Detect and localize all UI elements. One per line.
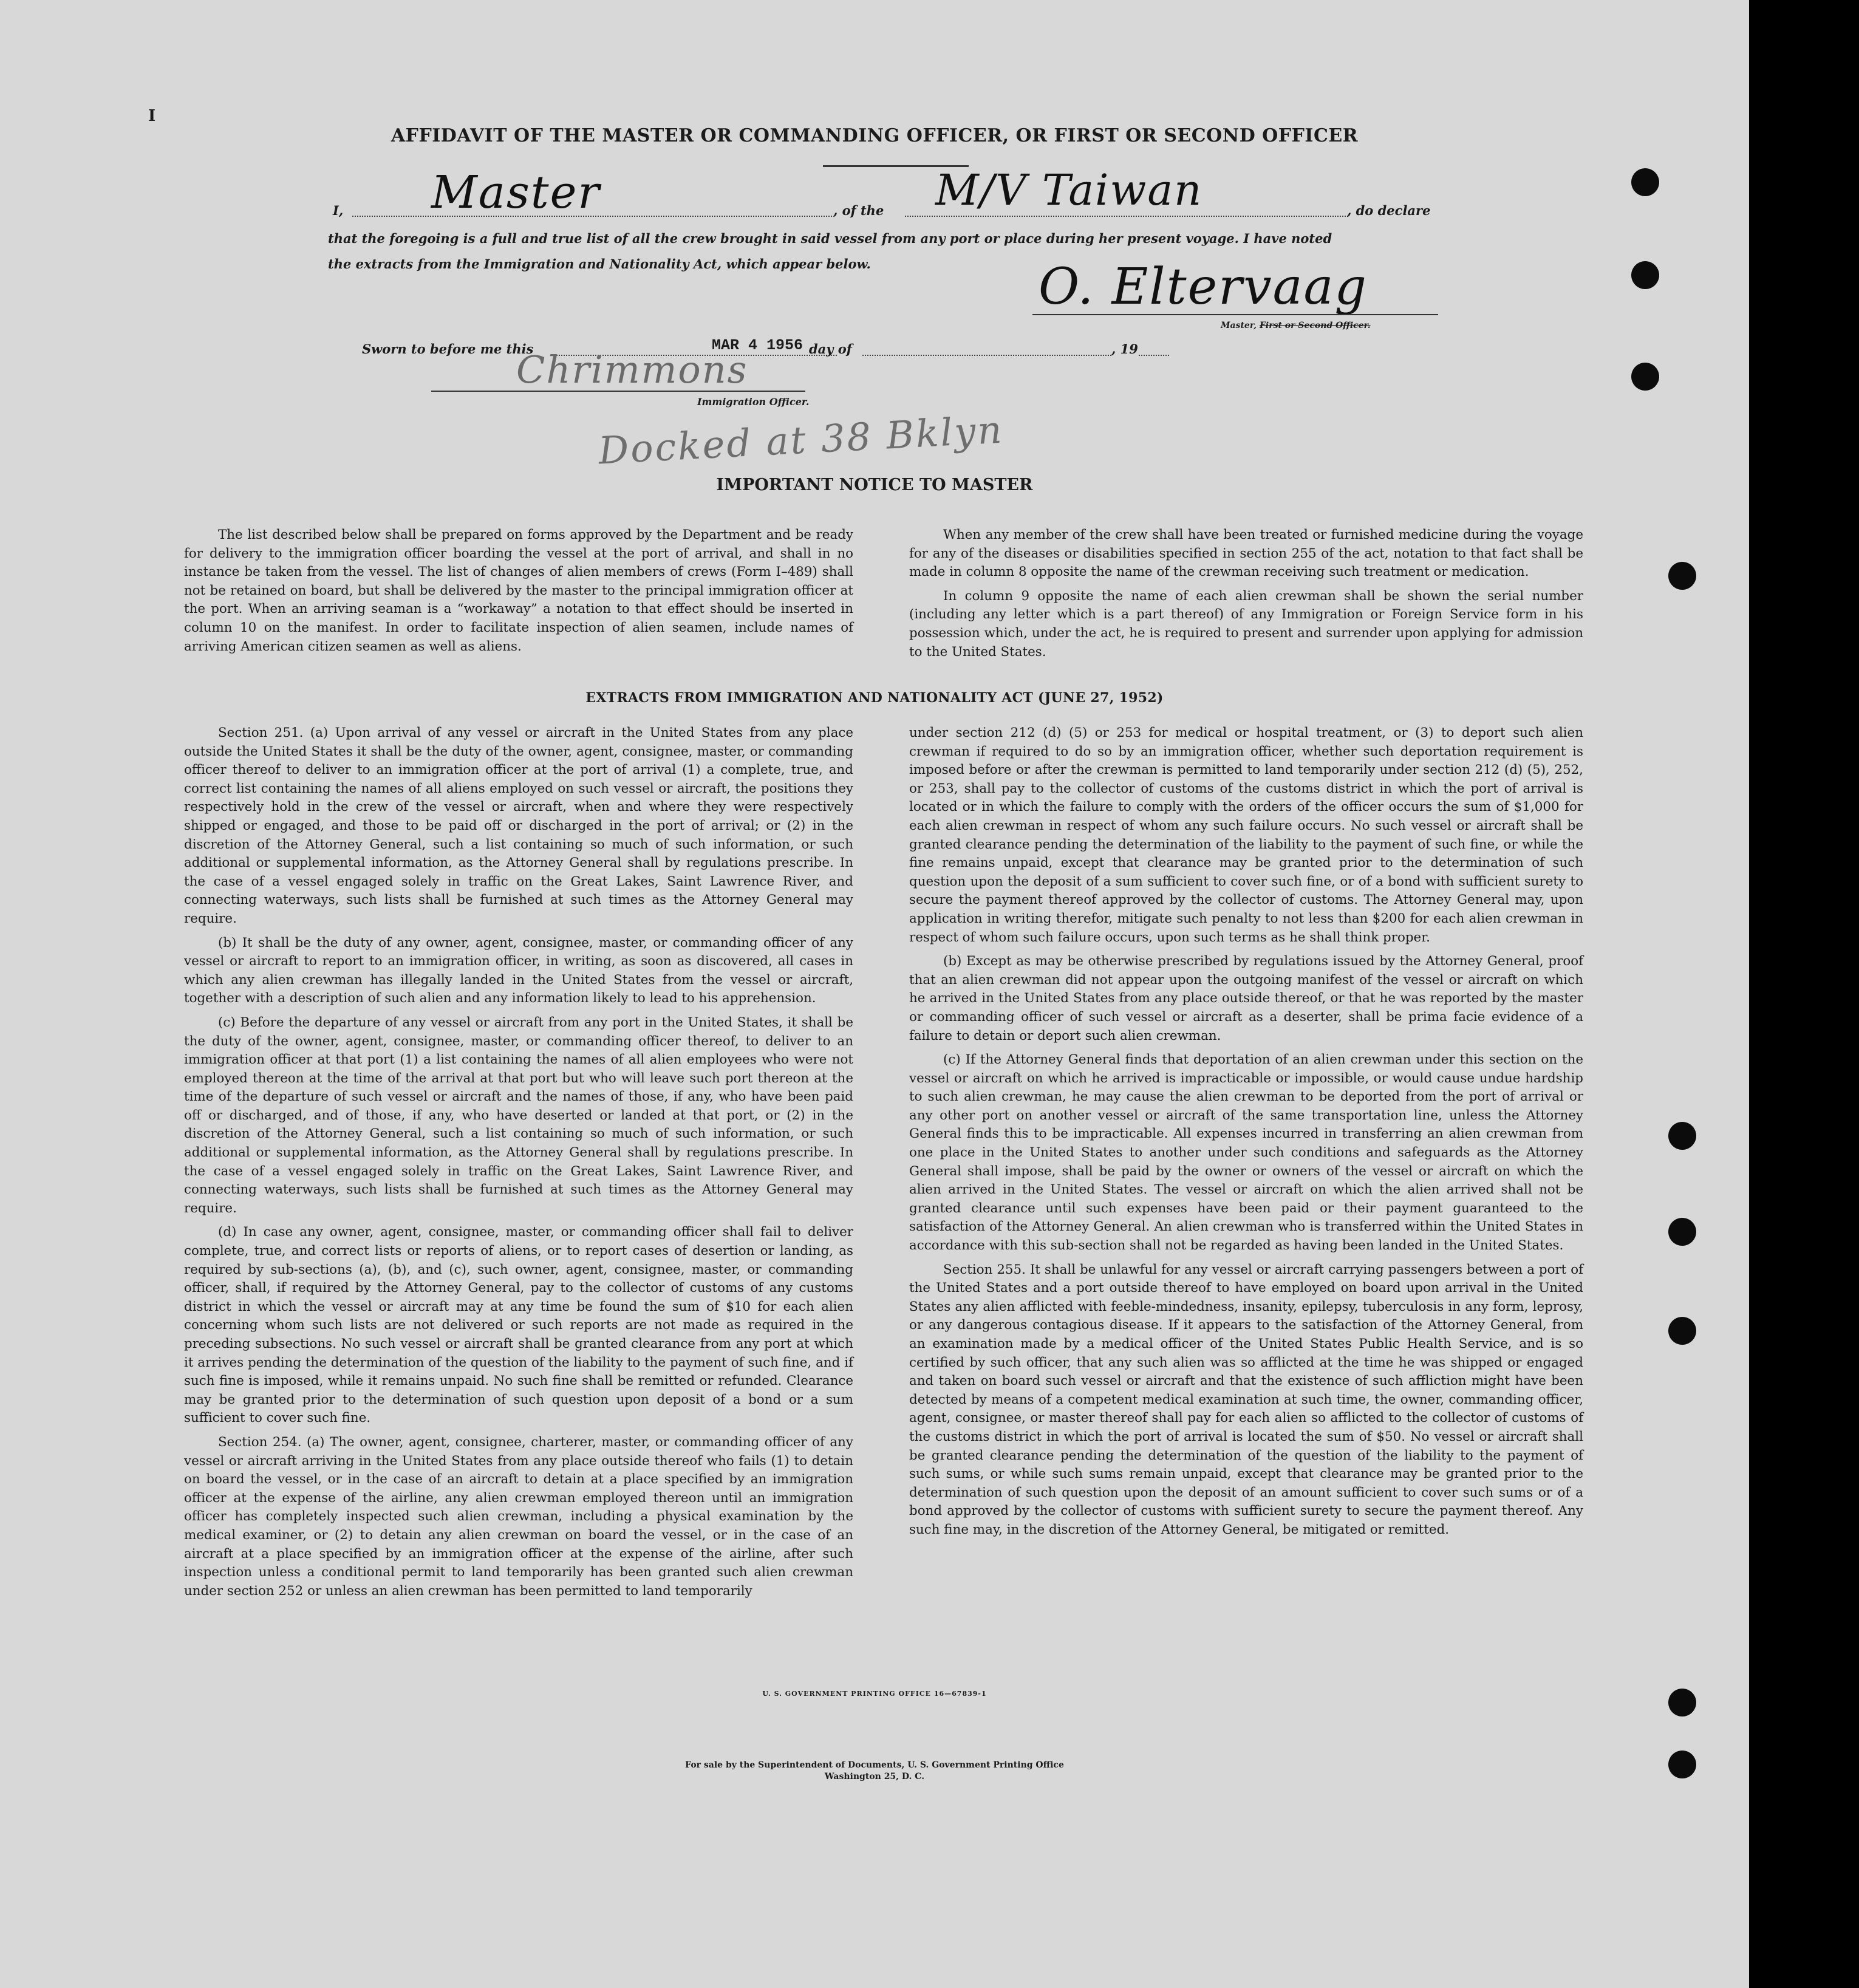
punch-hole — [1631, 261, 1659, 289]
page-mark: I — [148, 107, 156, 125]
extract-paragraph: Section 254. (a) The owner, agent, consignee, charterer, master, or commanding officer of any vessel or aircraft arriving in the United States from any place outside thereof who fails (1) to detain on board the vessel, or in the case of an aircraft to detain at a place specified by an immigration officer at the expense of the airline, any alien crewman employed thereon until an immigration officer has completely inspected such alien crewman, including a physical examination by the medical examiner, or (2) to detain any alien crewman on board the vessel, or in the case of an aircraft at a place specified by an immigration officer at the expense of the airline, after such inspection unless a conditional permit to land temporarily has been granted such alien crewman under section 252 or unless an alien crewman has been permitted to land temporarily — [184, 1434, 853, 1599]
vessel-handwriting: M/V Taiwan — [935, 165, 1203, 215]
signature-label-officer: First or Second Officer. — [1259, 321, 1371, 330]
notice-title: IMPORTANT NOTICE TO MASTER — [716, 476, 1033, 494]
year-label: , 19 — [1111, 341, 1138, 357]
officer-signature: Chrimmons — [516, 347, 748, 392]
notice-right-paragraph-1: When any member of the crew shall have been treated or furnished medicine during the voyage for any of the diseases or disabilities specified in section 255 of the act, notation to that fact shall be made in column 8 opposite the name of the crewman receiving such treatment or medication. — [909, 527, 1583, 580]
pencil-note: Docked at 38 Bklyn — [597, 407, 1005, 473]
extract-paragraph: (b) It shall be the duty of any owner, agent, consignee, master, or commanding officer of any vessel or aircraft to report to an immigration officer, in writing, as soon as discovered, all cases in which any alien crewman has illegally landed in the United States from the vessel or aircraft, together with a description of such alien and any information likely to lead to his apprehension. — [184, 935, 853, 1006]
extract-paragraph: (c) Before the departure of any vessel or aircraft from any port in the United States, it shall be the duty of the owner, agent, consignee, master, or commanding officer thereof, to deliver to an immigration officer at that port (1) a list containing the names of all alien employees who were not employed thereon at the time of the arrival at that port but who will leave such port thereon at the time of the departure of such vessel or aircraft and the names of those, if any, who have been paid off or discharged, and of those, if any, who have deserted or landed at that port, or (2) in the discretion of the Attorney General, such a list containing so much of such information, or such additional or supplemental information, as the Attorney General shall by regulations prescribe. In the case of a vessel engaged solely in traffic on the Great Lakes, Saint Lawrence River, and connecting waterways, such lists shall be furnished at such times as the Attorney General may require. — [184, 1014, 853, 1216]
extract-paragraph: (b) Except as may be otherwise prescribed by regulations issued by the Attorney General, proof that an alien crewman did not appear upon the outgoing manifest of the vessel or aircraft on which he arrived in the United States from any place outside thereof, or that he was reported by the master or commanding officer of such vessel or aircraft as a deserter, shall be prima facie evidence of a failure to detain or deport such alien crewman. — [909, 954, 1583, 1044]
punch-hole — [1631, 168, 1659, 196]
master-signature: O. Eltervaag — [1039, 258, 1368, 316]
statement-line-1: that the foregoing is a full and true list of all the crew brought in said vessel from any port or place during her present voyage. I have noted — [328, 231, 1332, 246]
affidavit-title: AFFIDAVIT OF THE MASTER OR COMMANDING OFFICER, OR FIRST OR SECOND OFFICER — [391, 125, 1359, 146]
notice-right-column — [909, 526, 1583, 667]
declare-label: , do declare — [1347, 203, 1431, 218]
officer-line — [431, 391, 805, 392]
sworn-label: Sworn to before me this — [362, 341, 534, 357]
sale-line-1: For sale by the Superintendent of Documents, U. S. Government Printing Office — [685, 1760, 1064, 1770]
day-of-label: day of — [809, 341, 852, 357]
notice-left-column — [184, 526, 853, 661]
date-stamp: MAR 4 1956 — [712, 336, 803, 354]
vessel-field-line — [905, 216, 1348, 217]
name-handwriting: Master — [431, 166, 601, 219]
signature-label — [1221, 321, 1371, 330]
notice-right-paragraph-2: In column 9 opposite the name of each alien crewman shall be shown the serial number (including any letter which is a part thereof) of any Immigration or Foreign Service form in his possession which, under the act, he is required to present and surrender upon applying for admission to the United States. — [909, 588, 1583, 660]
year-field-line — [1139, 355, 1169, 356]
extract-paragraph: (c) If the Attorney General finds that deportation of an alien crewman under this section on the vessel or aircraft on which he arrived is impracticable or impossible, or would cause undue hardship to such alien crewman, he may cause the alien crewman to be deported from the port of arrival or any other port on another vessel or aircraft of the same transportation line, unless the Attorney General finds this to be impracticable. All expenses incurred in transferring an alien crewman from one place in the United States to another under such conditions and safeguards as the Attorney General shall impose, shall be paid by the owner or owners of the vessel or aircraft on which the alien arrived in the United States. The vessel or aircraft on which the alien arrived shall not be granted clearance until such expenses have been paid or their payment guaranteed to the satisfaction of the Attorney General. An alien crewman who is transferred within the United States in accordance with this sub-section shall not be regarded as having been landed in the United States. — [909, 1052, 1583, 1254]
printer-line: U. S. GOVERNMENT PRINTING OFFICE 16—67839-1 — [762, 1690, 987, 1698]
punch-hole — [1631, 363, 1659, 391]
officer-label: Immigration Officer. — [697, 396, 810, 408]
of-the-label: , of the — [833, 203, 884, 218]
signature-line — [1032, 314, 1438, 315]
signature-label-master: Master, — [1221, 321, 1257, 330]
month-field-line — [862, 355, 1111, 356]
extract-paragraph: Section 255. It shall be unlawful for any vessel or aircraft carrying passengers between a port of the United States and a port outside thereof to have employed on board upon arrival in the United States any alien afflicted with feeble-mindedness, insanity, epilepsy, tuberculosis in any form, leprosy, or any dangerous contagious disease. If it appears to the satisfaction of the Attorney General, from an examination made by a medical officer of the United States Public Health Service, and is so certified by such officer, that any such alien was so afflicted at the time he was shipped or engaged and taken on board such vessel or aircraft and that the existence of such affliction might have been detected by means of a competent medical examination at such time, the owner, commanding officer, agent, consignee, or master thereof shall pay for each alien so afflicted to the collector of customs of the customs district in which the port of arrival is located the sum of $50. No vessel or aircraft shall be granted clearance pending the determination of the question of the liability to the payment of such sums, or while such sums remain unpaid, except that clearance may be granted prior to the determination of such question upon the deposit of an amount sufficient to cover such sums or of a bond approved by the collector of customs with sufficient surety to secure the payment thereof. Any such fine may, in the discretion of the Attorney General, be mitigated or remitted. — [909, 1262, 1583, 1537]
notice-left-paragraph: The list described below shall be prepared on forms approved by the Department and be ready for delivery to the immigration officer boarding the vessel at the port of arrival, and shall in no instance be taken from the vessel. The list of changes of alien members of crews (Form I–489) shall not be retained on board, but shall be delivered by the master to the principal immigration officer at the port. When an arriving seaman is a “workaway” a notation to that effect should be inserted in column 10 on the manifest. In order to facilitate inspection of alien seamen, include names of arriving American citizen seamen as well as aliens. — [184, 527, 853, 654]
punch-hole — [1668, 1122, 1696, 1150]
punch-hole — [1668, 1218, 1696, 1246]
punch-hole — [1668, 562, 1696, 590]
extracts-left-column — [184, 724, 853, 1606]
punch-hole — [1668, 1317, 1696, 1345]
sale-line-2: Washington 25, D. C. — [824, 1772, 925, 1781]
statement-line-2: the extracts from the Immigration and Nationality Act, which appear below. — [328, 256, 871, 272]
sale-notice — [0, 1760, 1749, 1783]
extracts-title: EXTRACTS FROM IMMIGRATION AND NATIONALITY ACT (JUNE 27, 1952) — [585, 690, 1164, 706]
extracts-right-column — [909, 724, 1583, 1545]
extract-paragraph: under section 212 (d) (5) or 253 for medical or hospital treatment, or (3) to deport such alien crewman if required to do so by an immigration officer, whether such deportation requirement is imposed before or after the crewman is permitted to land temporarily under section 212 (d) (5), 252, or 253, shall pay to the collector of customs of the customs district in which the port of arrival is located or in which the failure to comply with the orders of the officer occurs the sum of $1,000 for each alien crewman in respect of whom any such failure occurs. No such vessel or aircraft shall be granted clearance pending the determination of the liability to the payment of such fine, or while the fine remains unpaid, except that clearance may be granted prior to the determination of such question upon the deposit of a sum sufficient to cover such fine, or of a bond with sufficient surety to secure the payment thereof approved by the collector of customs. The Attorney General may, upon application in writing therefor, mitigate such penalty to not less than $200 for each alien crewman in respect of whom such failure occurs, upon such terms as he shall think proper. — [909, 725, 1583, 945]
extract-paragraph: Section 251. (a) Upon arrival of any vessel or aircraft in the United States from any place outside the United States it shall be the duty of the owner, agent, consignee, master, or commanding officer thereof to deliver to an immigration officer at the port of arrival (1) a complete, true, and correct list containing the names of all aliens employed on such vessel or aircraft, the positions they respectively hold in the crew of the vessel or aircraft, when and where they were respectively shipped or engaged, and those to be paid off or discharged in the port of arrival; or (2) in the discretion of the Attorney General, such a list containing so much of such information, or such additional or supplemental information, as the Attorney General shall by regulations prescribe. In the case of a vessel engaged solely in traffic on the Great Lakes, Saint Lawrence River, and connecting waterways, such lists shall be furnished at such times as the Attorney General may require. — [184, 725, 853, 926]
extract-paragraph: (d) In case any owner, agent, consignee, master, or commanding officer shall fail to deliver complete, true, and correct lists or reports of aliens, or to report cases of desertion or landing, as required by sub-sections (a), (b), and (c), such owner, agent, consignee, master, or commanding officer, shall, if required by the Attorney General, pay to the collector of customs of any customs district in which the vessel or aircraft may at any time be found the sum of $10 for each alien concerning whom such lists are not delivered or such reports are not made as required in the preceding subsections. No such vessel or aircraft shall be granted clearance from any port at which it arrives pending the determination of the question of the liability to the payment of such fine, and if such fine is imposed, while it remains unpaid. No such fine shall be remitted or refunded. Clearance may be granted prior to the determination of such question upon deposit of a bond or a sum sufficient to cover such fine. — [184, 1225, 853, 1426]
prefix-label: I, — [333, 203, 344, 218]
